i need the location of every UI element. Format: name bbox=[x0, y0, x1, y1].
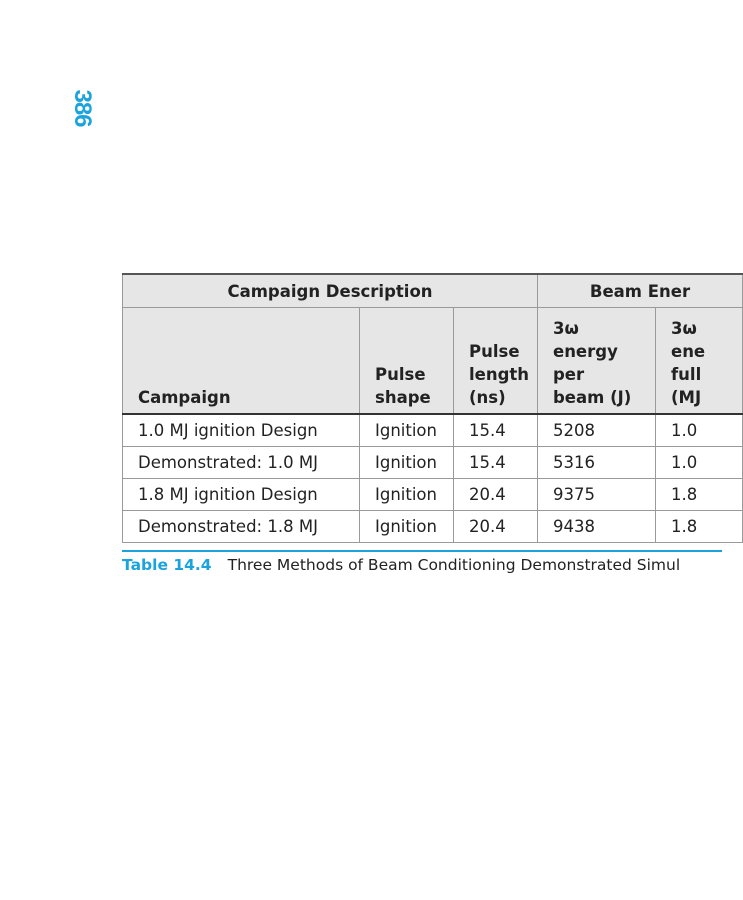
cell-full-energy: 1.0 bbox=[656, 447, 743, 479]
cell-campaign: 1.8 MJ ignition Design bbox=[123, 479, 360, 511]
beam-conditioning-table bbox=[122, 273, 743, 543]
table-row bbox=[123, 511, 743, 543]
cell-energy-per-beam: 5316 bbox=[538, 447, 656, 479]
page-number: 386 bbox=[69, 89, 96, 127]
cell-full-energy: 1.8 bbox=[656, 511, 743, 543]
cell-pulse-length: 20.4 bbox=[454, 479, 538, 511]
table-row bbox=[123, 447, 743, 479]
caption-text: Three Methods of Beam Conditioning Demonstrated Simul bbox=[227, 556, 681, 574]
group-header-row bbox=[123, 274, 743, 308]
cell-energy-per-beam: 9438 bbox=[538, 511, 656, 543]
table-row bbox=[123, 414, 743, 447]
cell-campaign: 1.0 MJ ignition Design bbox=[123, 414, 360, 447]
column-header-row bbox=[123, 308, 743, 415]
cell-pulse-shape: Ignition bbox=[360, 479, 454, 511]
table-caption bbox=[122, 550, 722, 574]
cell-pulse-shape: Ignition bbox=[360, 414, 454, 447]
cell-energy-per-beam: 5208 bbox=[538, 414, 656, 447]
cell-energy-per-beam: 9375 bbox=[538, 479, 656, 511]
column-header-pulse-shape: Pulse shape bbox=[360, 308, 454, 415]
cell-campaign: Demonstrated: 1.8 MJ bbox=[123, 511, 360, 543]
cell-pulse-length: 20.4 bbox=[454, 511, 538, 543]
cell-pulse-length: 15.4 bbox=[454, 447, 538, 479]
cell-pulse-length: 15.4 bbox=[454, 414, 538, 447]
column-header-energy-per-beam: 3ω energy per beam (J) bbox=[538, 308, 656, 415]
column-header-pulse-length: Pulse length (ns) bbox=[454, 308, 538, 415]
cell-campaign: Demonstrated: 1.0 MJ bbox=[123, 447, 360, 479]
cell-full-energy: 1.0 bbox=[656, 414, 743, 447]
table-container bbox=[122, 273, 742, 543]
cell-full-energy: 1.8 bbox=[656, 479, 743, 511]
cell-pulse-shape: Ignition bbox=[360, 511, 454, 543]
column-header-campaign: Campaign bbox=[123, 308, 360, 415]
caption-label: Table 14.4 bbox=[122, 556, 212, 574]
group-header-campaign-description: Campaign Description bbox=[123, 274, 538, 308]
group-header-beam-energy: Beam Ener bbox=[538, 274, 743, 308]
cell-pulse-shape: Ignition bbox=[360, 447, 454, 479]
column-header-full-energy: 3ω ene full (MJ bbox=[656, 308, 743, 415]
table-row bbox=[123, 479, 743, 511]
